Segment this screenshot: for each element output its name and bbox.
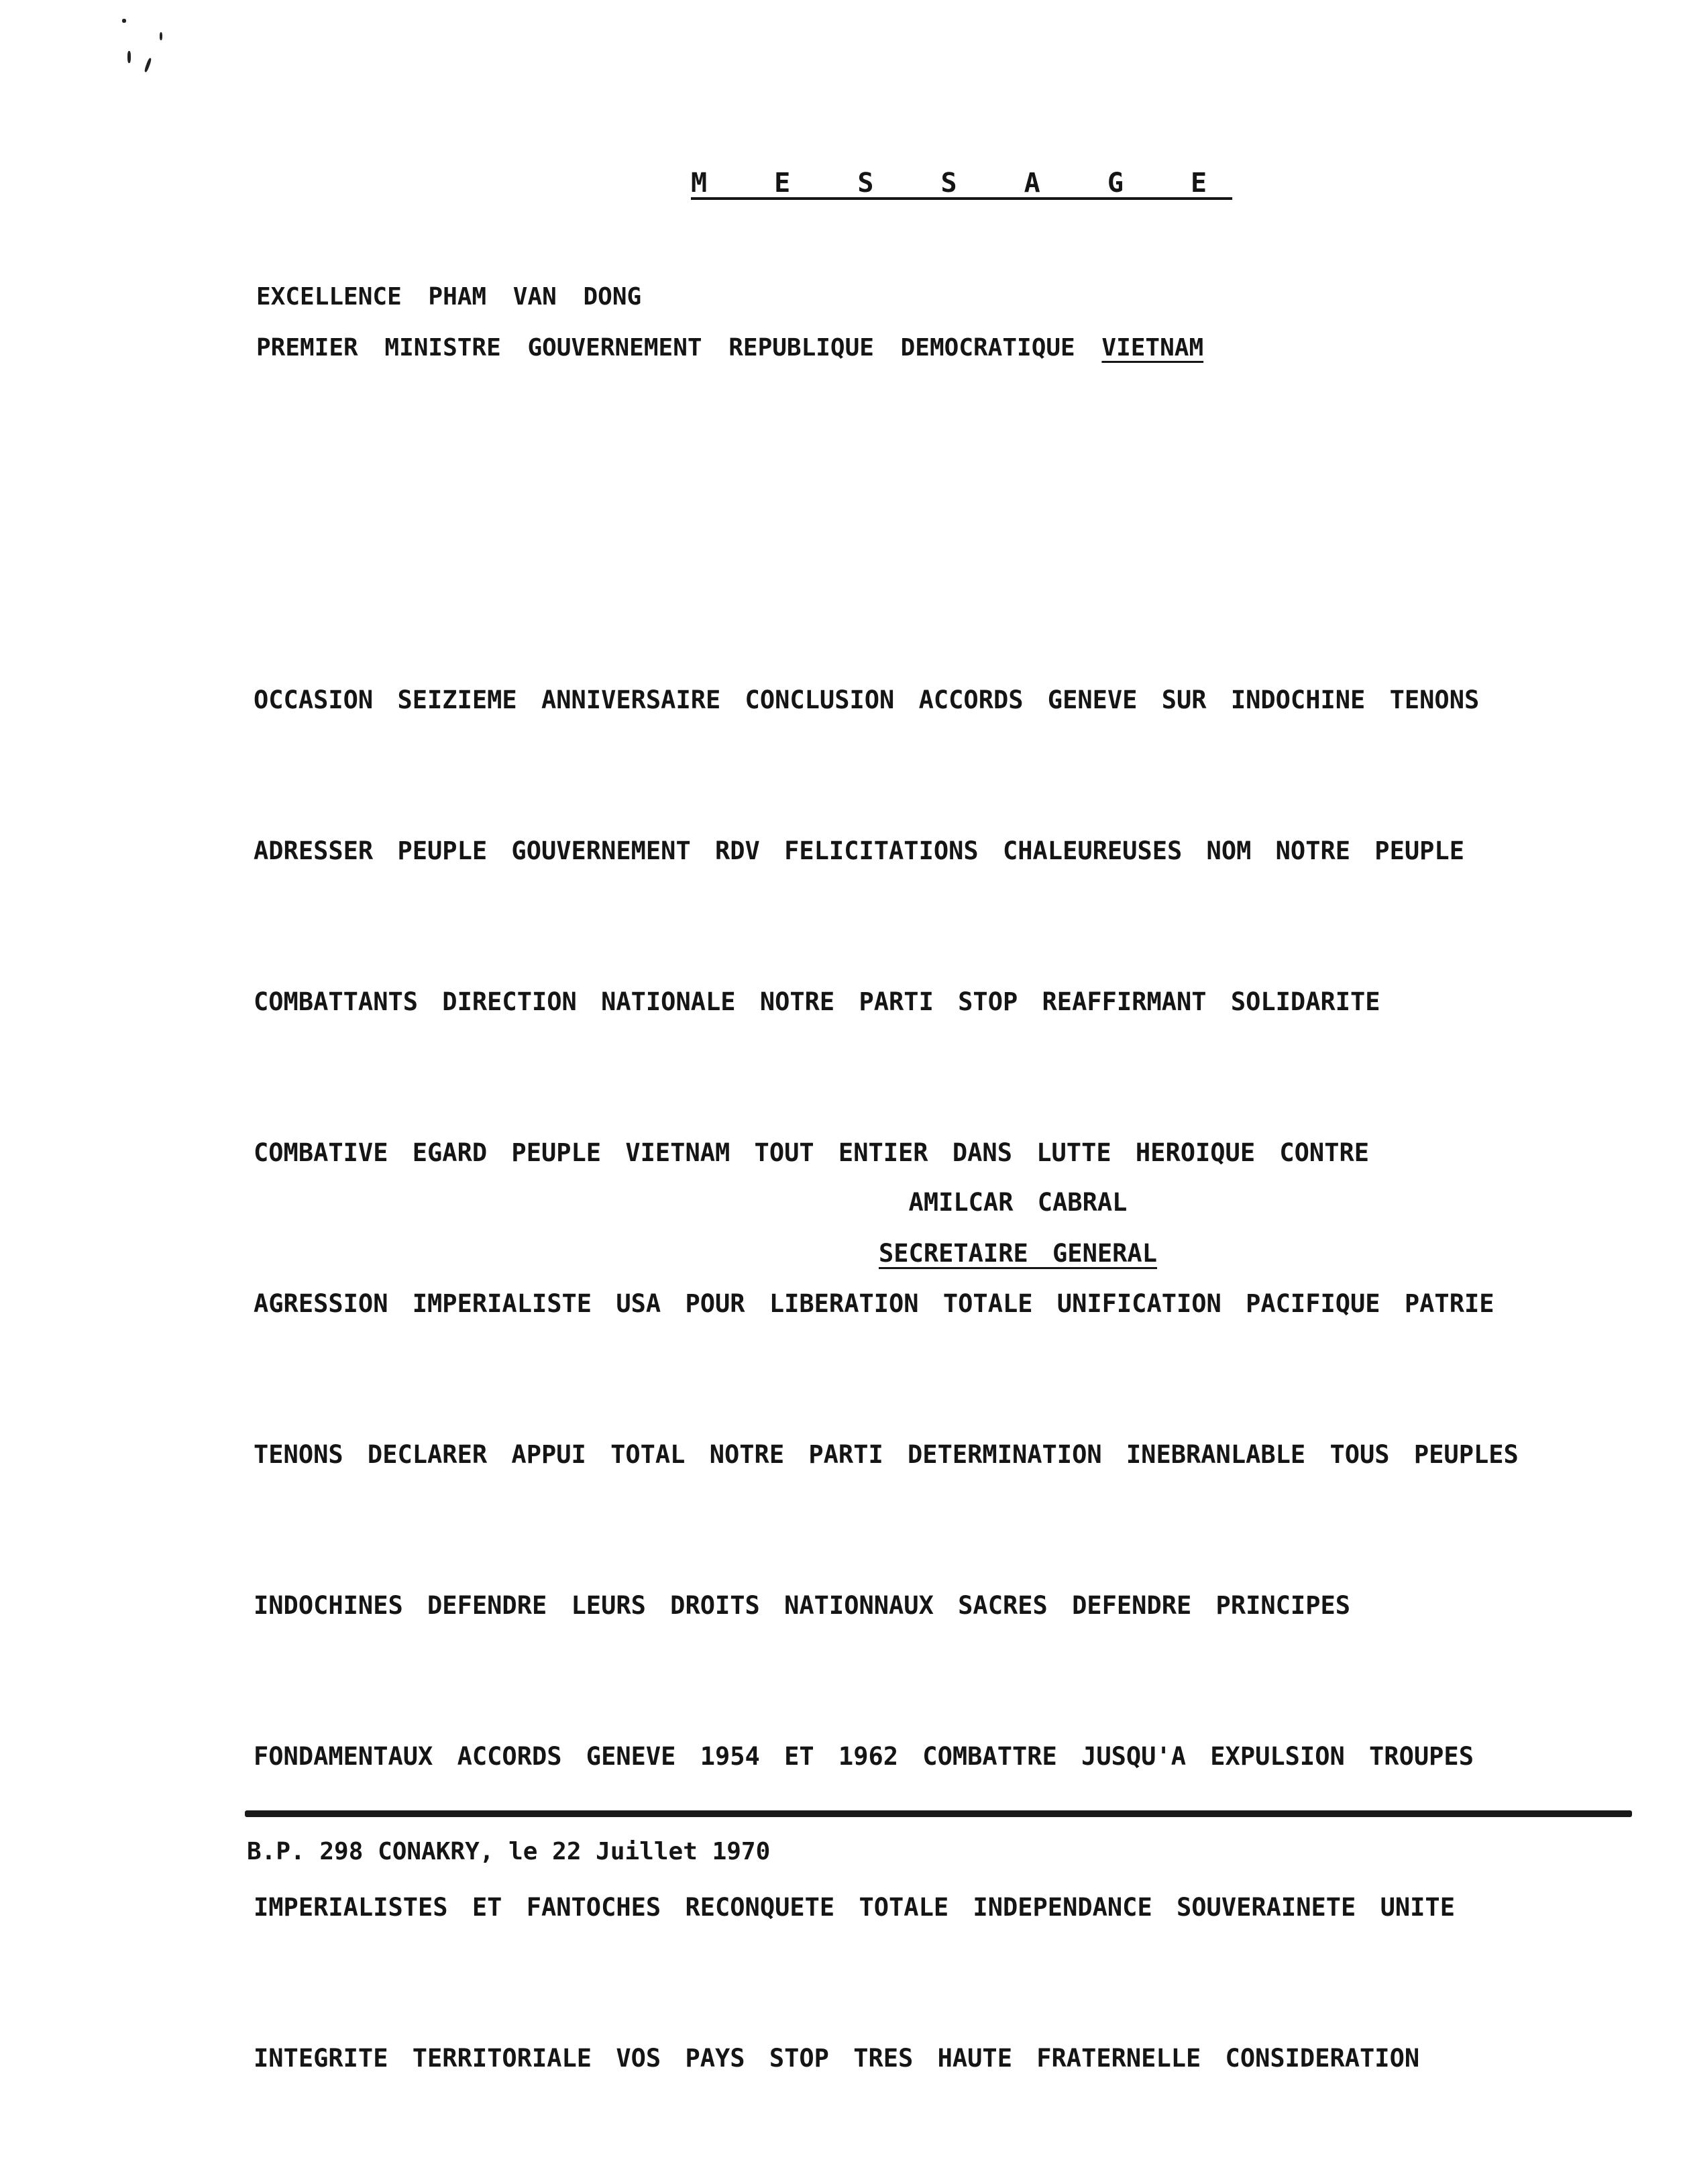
body-line: INDOCHINES DEFENDRE LEURS DROITS NATIONNAUX SACRES DEFENDRE PRINCIPES <box>254 1591 1351 1620</box>
footer-divider <box>245 1810 1632 1817</box>
recipient-line-2 <box>256 323 1203 374</box>
body-line: ADRESSER PEUPLE GOUVERNEMENT RDV FELICITATIONS CHALEUREUSES NOM NOTRE PEUPLE <box>254 836 1464 865</box>
margin-speck <box>160 32 162 40</box>
signature-name: AMILCAR CABRAL <box>908 1188 1128 1217</box>
body-line: OCCASION SEIZIEME ANNIVERSAIRE CONCLUSION ACCORDS GENEVE SUR INDOCHINE TENONS <box>254 686 1480 714</box>
document-title: M E S S A G E <box>691 168 1233 199</box>
recipient-block <box>256 272 1203 374</box>
margin-speck <box>122 19 126 23</box>
body-line: COMBATIVE EGARD PEUPLE VIETNAM TOUT ENTIER DANS LUTTE HEROIQUE CONTRE <box>254 1138 1370 1167</box>
recipient-line-2-text: PREMIER MINISTRE GOUVERNEMENT REPUBLIQUE DEMOCRATIQUE <box>256 334 1075 362</box>
body-line: AGRESSION IMPERIALISTE USA POUR LIBERATION TOTALE UNIFICATION PACIFIQUE PATRIE <box>254 1289 1494 1318</box>
body-line: FONDAMENTAUX ACCORDS GENEVE 1954 ET 1962 COMBATTRE JUSQU'A EXPULSION TROUPES <box>254 1742 1474 1771</box>
margin-speck <box>127 51 131 63</box>
body-line: TENONS DECLARER APPUI TOTAL NOTRE PARTI DETERMINATION INEBRANLABLE TOUS PEUPLES <box>254 1440 1519 1469</box>
recipient-line-1: EXCELLENCE PHAM VAN DONG <box>256 283 642 311</box>
body-line: INTEGRITE TERRITORIALE VOS PAYS STOP TRES HAUTE FRATERNELLE CONSIDERATION <box>254 2044 1420 2073</box>
body-line: COMBATTANTS DIRECTION NATIONALE NOTRE PARTI STOP REAFFIRMANT SOLIDARITE <box>254 987 1380 1016</box>
margin-speck <box>144 58 152 72</box>
footer-address-date: B.P. 298 CONAKRY, le 22 Juillet 1970 <box>247 1838 771 1865</box>
recipient-country: VIETNAM <box>1101 334 1204 362</box>
signature-title: SECRETAIRE GENERAL <box>879 1239 1157 1268</box>
body-line: IMPERIALISTES ET FANTOCHES RECONQUETE TOTALE INDEPENDANCE SOUVERAINETE UNITE <box>254 1893 1455 1922</box>
message-body <box>254 574 1662 2184</box>
signature-block <box>879 1177 1157 1279</box>
